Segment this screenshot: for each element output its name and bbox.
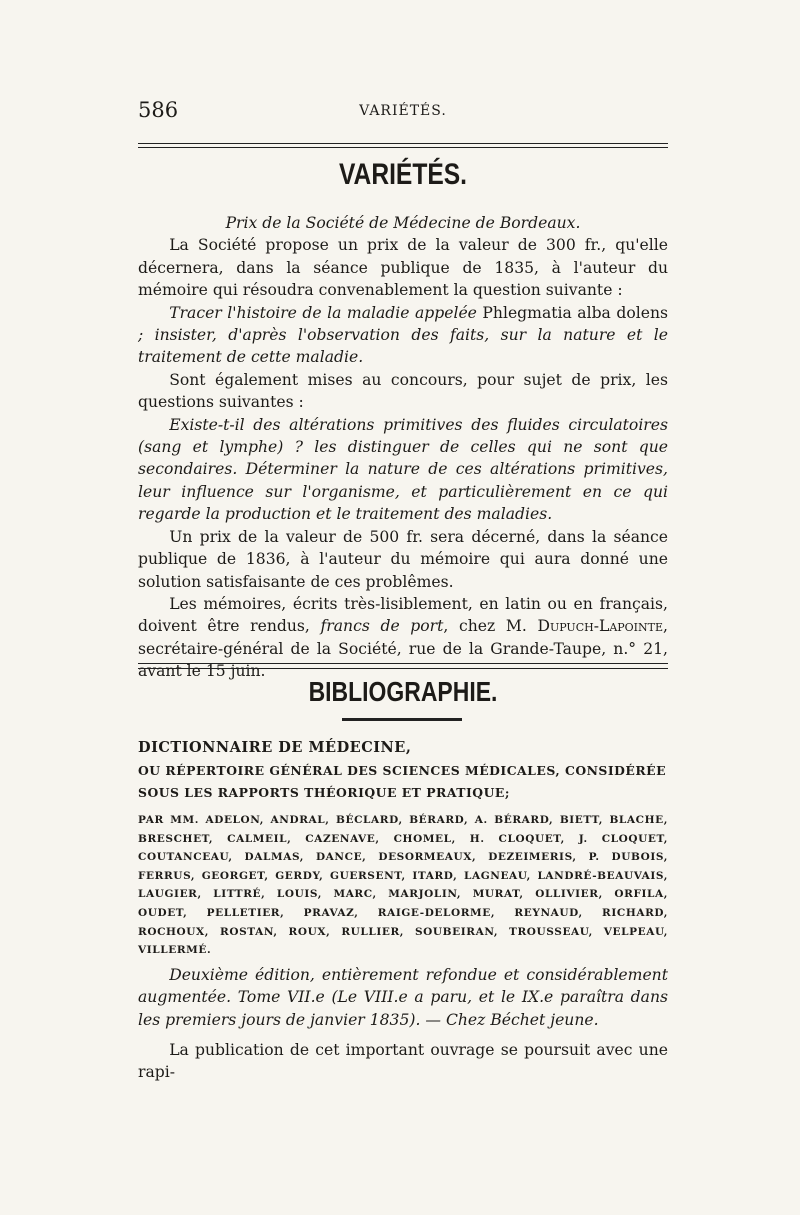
last-line: La publication de cet important ouvrage se poursuit avec une rapi- bbox=[138, 1040, 668, 1082]
dictionary-subtitle-2: SOUS LES RAPPORTS THÉORIQUE ET PRATIQUE; bbox=[138, 785, 510, 800]
question-1 bbox=[138, 302, 668, 369]
authors-list: PAR MM. ADELON, ANDRAL, BÉCLARD, BÉRARD, A. BÉRARD, BIETT, BLACHE, BRESCHET, CALMEIL, CAZENAVE, CHOMEL, H. CLOQUET, J. CLOQUET, COUTANCEAU, DALMAS, DANCE, DESORMEAUX, DEZEIMERIS, P. DUBOIS, FERRUS, GEORGET, GERDY, GUERSENT, ITARD, LAGNEAU, LANDRÉ-BEAUVAIS, LAUGIER, LITTRÉ, LOUIS, MARC, MARJOLIN, MURAT, OLLIVIER, ORFILA, OUDET, PELLETIER, PRAVAZ, RAIGE-DELORME, REYNAUD, RICHARD, ROCHOUX, ROSTAN, ROUX, RULLIER, SOUBEIRAN, TROUSSEAU, VELPEAU, VILLERMÉ. bbox=[138, 814, 668, 957]
paragraph-4-c: , chez M. bbox=[443, 617, 538, 636]
header-rule bbox=[138, 143, 668, 144]
running-head: VARIÉTÉS. bbox=[359, 103, 447, 119]
varietes-title: VARIÉTÉS. bbox=[338, 158, 468, 191]
header-rule-thin bbox=[138, 147, 668, 148]
section-rule-2 bbox=[138, 668, 668, 669]
question-1-disease: Phlegmatia alba dolens bbox=[482, 303, 668, 322]
paragraph-4 bbox=[138, 593, 668, 683]
paragraph-3: Un prix de la valeur de 500 fr. sera décerné, dans la séance publique de 1836, à l'auteur du mémoire qui aura donné une solution satisfaisante de ces problêmes. bbox=[138, 527, 668, 591]
paragraph-4-a: Les mémoires, écrits très-lisiblement, en latin ou en français, doivent être rendus, bbox=[138, 594, 668, 636]
title-underline bbox=[342, 718, 462, 721]
secretary-name: Dupuch-Lapointe bbox=[537, 617, 664, 636]
section-rule bbox=[138, 663, 668, 664]
edition-note: Deuxième édition, entièrement refondue et considérablement augmentée. Tome VII.e (Le VIII.e a paru, et le IX.e paraîtra dans les premiers jours de janvier 1835). — Chez Béchet jeune. bbox=[138, 965, 668, 1029]
paragraph-2: Sont également mises au concours, pour sujet de prix, les questions suivantes : bbox=[138, 370, 668, 412]
bibliographie-title: BIBLIOGRAPHIE. bbox=[308, 676, 498, 707]
paragraph-1: La Société propose un prix de la valeur de 300 fr., qu'elle décernera, dans la séance publique de 1835, à l'auteur du mémoire qui résoudra convenablement la question suivante : bbox=[138, 236, 668, 300]
prize-subheading: Prix de la Société de Médecine de Bordeaux. bbox=[225, 214, 581, 232]
page-header bbox=[138, 98, 668, 128]
question-1-a: Tracer l'histoire de la maladie appelée bbox=[169, 303, 483, 322]
page-number: 586 bbox=[138, 98, 179, 122]
varietes-section bbox=[138, 212, 668, 683]
paragraph-4-franc: francs de port bbox=[320, 617, 444, 636]
question-2: Existe-t-il des altérations primitives des fluides circulatoires (sang et lymphe) ? les distinguer de celles qui ne sont que secondaires. Déterminer la nature de ces altérations primitives, leur influence sur l'organisme, et particulièrement en ce qui regarde la production et le traitement des maladies. bbox=[138, 415, 668, 524]
dictionary-subtitle-1: OU RÉPERTOIRE GÉNÉRAL DES SCIENCES MÉDICALES, CONSIDÉRÉE bbox=[138, 763, 667, 778]
dictionary-title: DICTIONNAIRE DE MÉDECINE, bbox=[138, 739, 412, 756]
bibliographie-section bbox=[138, 736, 668, 1084]
question-1-c: ; insister, d'après l'observation des faits, sur la nature et le traitement de cette maladie. bbox=[138, 326, 668, 367]
paragraph-4-e: , secrétaire-général de la Société, rue de la Grande-Taupe, n.° 21, avant le 15 juin. bbox=[138, 617, 668, 681]
